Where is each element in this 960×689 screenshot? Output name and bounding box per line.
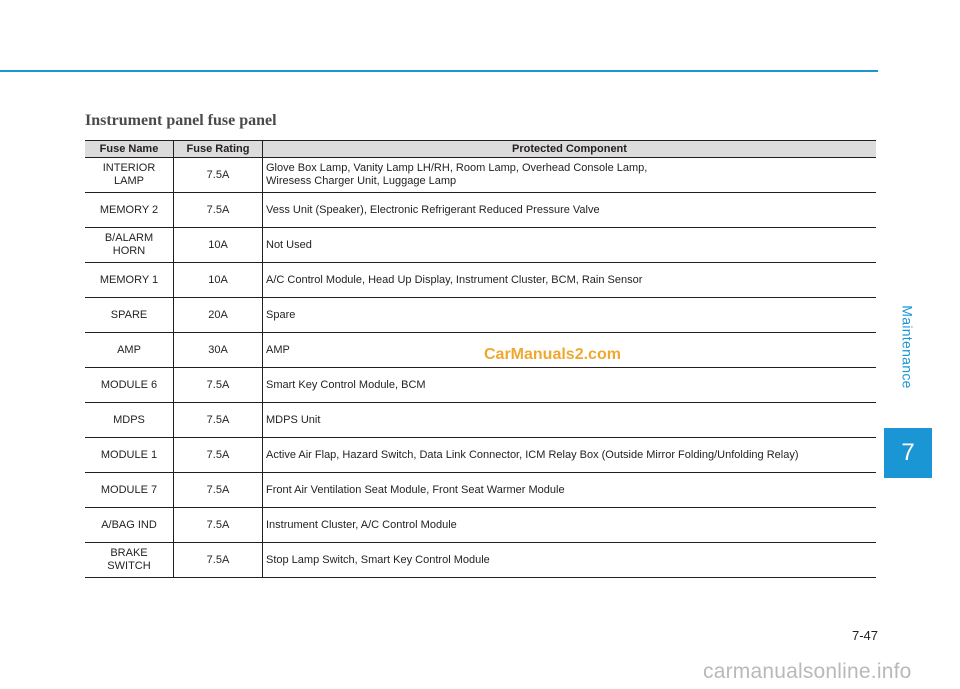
- fuse-name-cell: MODULE 1: [85, 438, 174, 473]
- protected-component-cell: Front Air Ventilation Seat Module, Front Seat Warmer Module: [263, 473, 877, 508]
- protected-component-cell: Vess Unit (Speaker), Electronic Refrigerant Reduced Pressure Valve: [263, 193, 877, 228]
- protected-component-cell: Spare: [263, 298, 877, 333]
- protected-component-cell: AMP: [263, 333, 877, 368]
- table-row: [85, 403, 876, 438]
- fuse-rating-cell: 7.5A: [174, 473, 263, 508]
- fuse-rating-cell: 30A: [174, 333, 263, 368]
- table-row: [85, 158, 876, 193]
- protected-component-cell: Glove Box Lamp, Vanity Lamp LH/RH, Room Lamp, Overhead Console Lamp, Wiresess Charger Unit, Luggage Lamp: [263, 158, 877, 193]
- footer-watermark: carmanualsonline.info: [703, 660, 912, 683]
- fuse-name-cell: B/ALARM HORN: [85, 228, 174, 263]
- table-header-row: [85, 141, 876, 158]
- fuse-rating-cell: 7.5A: [174, 193, 263, 228]
- table-row: [85, 228, 876, 263]
- section-title: Instrument panel fuse panel: [85, 112, 277, 129]
- fuse-rating-cell: 7.5A: [174, 543, 263, 578]
- table-row: [85, 193, 876, 228]
- protected-component-cell: Instrument Cluster, A/C Control Module: [263, 508, 877, 543]
- fuse-name-cell: MEMORY 2: [85, 193, 174, 228]
- fuse-name-cell: MODULE 6: [85, 368, 174, 403]
- table-row: [85, 298, 876, 333]
- table-row: [85, 438, 876, 473]
- chapter-side-label-text: Maintenance: [900, 305, 916, 389]
- fuse-table: [85, 140, 876, 578]
- fuse-rating-cell: 7.5A: [174, 368, 263, 403]
- table-row: [85, 543, 876, 578]
- fuse-rating-cell: 10A: [174, 263, 263, 298]
- fuse-name-cell: MODULE 7: [85, 473, 174, 508]
- fuse-name-cell: AMP: [85, 333, 174, 368]
- fuse-rating-cell: 20A: [174, 298, 263, 333]
- table-row: [85, 473, 876, 508]
- fuse-rating-cell: 7.5A: [174, 158, 263, 193]
- header-fuse-rating: Fuse Rating: [174, 141, 263, 158]
- protected-component-cell: Stop Lamp Switch, Smart Key Control Module: [263, 543, 877, 578]
- fuse-name-cell: SPARE: [85, 298, 174, 333]
- page-number: 7-47: [851, 628, 878, 643]
- fuse-rating-cell: 7.5A: [174, 438, 263, 473]
- fuse-name-cell: BRAKE SWITCH: [85, 543, 174, 578]
- fuse-name-cell: MEMORY 1: [85, 263, 174, 298]
- table-row: [85, 263, 876, 298]
- table-row: [85, 368, 876, 403]
- fuse-rating-cell: 10A: [174, 228, 263, 263]
- header-fuse-name: Fuse Name: [85, 141, 174, 158]
- protected-component-cell: A/C Control Module, Head Up Display, Instrument Cluster, BCM, Rain Sensor: [263, 263, 877, 298]
- chapter-tab: 7: [884, 428, 932, 478]
- protected-component-cell: MDPS Unit: [263, 403, 877, 438]
- top-rule: [0, 70, 878, 72]
- header-protected-component: Protected Component: [263, 141, 877, 158]
- protected-component-cell: Active Air Flap, Hazard Switch, Data Link Connector, ICM Relay Box (Outside Mirror Folding/Unfolding Relay): [263, 438, 877, 473]
- fuse-name-cell: MDPS: [85, 403, 174, 438]
- protected-component-cell: Not Used: [263, 228, 877, 263]
- fuse-rating-cell: 7.5A: [174, 403, 263, 438]
- table-row: [85, 508, 876, 543]
- table-row: [85, 333, 876, 368]
- chapter-side-label: [884, 270, 932, 424]
- protected-component-cell: Smart Key Control Module, BCM: [263, 368, 877, 403]
- fuse-table-body: [85, 158, 876, 578]
- watermark: CarManuals2.com: [484, 346, 621, 363]
- fuse-name-cell: INTERIOR LAMP: [85, 158, 174, 193]
- fuse-rating-cell: 7.5A: [174, 508, 263, 543]
- fuse-name-cell: A/BAG IND: [85, 508, 174, 543]
